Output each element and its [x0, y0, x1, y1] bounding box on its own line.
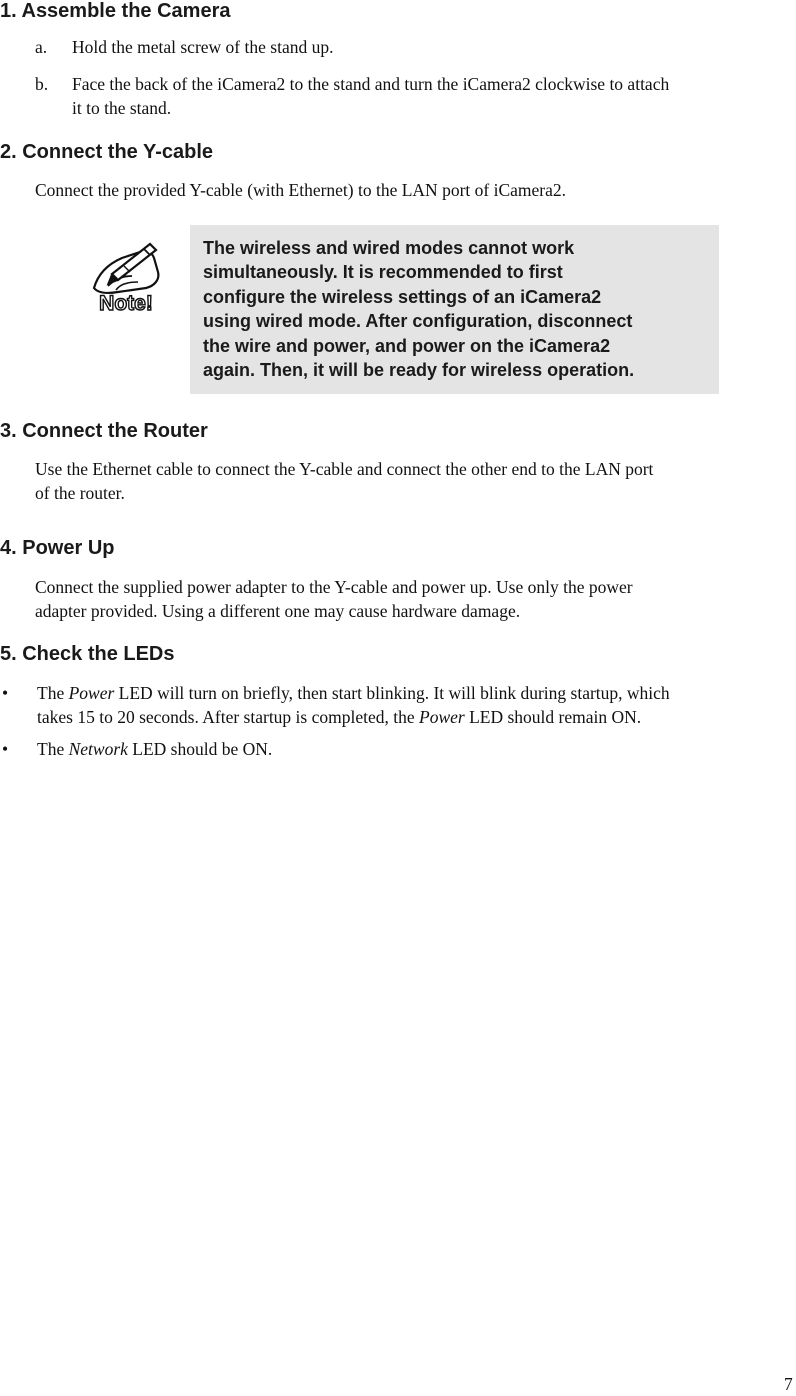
note-callout — [190, 225, 719, 394]
bullet-marker: • — [2, 739, 9, 759]
bullet-marker: • — [2, 683, 9, 703]
note-line-3: configure the wireless settings of an iCamera2 — [203, 286, 602, 307]
note-line-1: The wireless and wired modes cannot work — [203, 238, 575, 258]
note-line-5: the wire and power, and power on the iCamera2 — [203, 335, 611, 356]
power-led-emphasis: Power — [68, 683, 115, 703]
section-heading-connect-y-cable: 2. Connect the Y-cable — [0, 141, 214, 163]
list-item-b-line1: Face the back of the iCamera2 to the stand and turn the iCamera2 clockwise to attach — [72, 74, 670, 94]
section-heading-power-up: 4. Power Up — [0, 537, 115, 559]
section-heading-assemble-camera: 1. Assemble the Camera — [0, 0, 231, 22]
bullet1-line2-post: LED should remain ON. — [464, 707, 642, 727]
bullet1-text-pre: The — [37, 683, 69, 703]
power-instruction-line2: adapter provided. Using a different one may cause hardware damage. — [35, 601, 521, 621]
bullet1-line2-pre: takes 15 to 20 seconds. After startup is completed, the — [37, 707, 420, 727]
network-led-bullet — [37, 737, 272, 761]
power-led-emphasis-2: Power — [419, 707, 465, 727]
note-line-2: simultaneously. It is recommended to first — [203, 262, 563, 283]
router-instruction-line1: Use the Ethernet cable to connect the Y-cable and connect the other end to the LAN port — [35, 459, 654, 479]
bullet2-text-post: LED should be ON. — [127, 739, 273, 759]
power-led-bullet-line2 — [37, 705, 641, 729]
note-line-4: using wired mode. After configuration, disconnect — [203, 311, 633, 332]
list-label-a: a. — [35, 37, 48, 57]
note-icon-label: Note! — [99, 292, 153, 315]
note-icon — [88, 236, 164, 316]
y-cable-instruction: Connect the provided Y-cable (with Ethernet) to the LAN port of iCamera2. — [35, 180, 566, 200]
list-item-a: Hold the metal screw of the stand up. — [72, 37, 334, 57]
section-heading-check-leds: 5. Check the LEDs — [0, 643, 175, 665]
note-line-6: again. Then, it will be ready for wireless operation. — [203, 360, 635, 381]
page-number: 7 — [784, 1374, 793, 1394]
bullet2-text-pre: The — [37, 739, 69, 759]
section-heading-connect-router: 3. Connect the Router — [0, 420, 208, 442]
list-label-b: b. — [35, 74, 49, 94]
list-item-b-line2: it to the stand. — [72, 98, 172, 118]
note-hand-pencil-icon — [88, 236, 164, 316]
router-instruction-line2: of the router. — [35, 483, 125, 503]
bullet1-text-post: LED will turn on briefly, then start blinking. It will blink during startup, which — [114, 683, 670, 703]
power-led-bullet-line1 — [37, 681, 670, 705]
network-led-emphasis: Network — [68, 739, 128, 759]
power-instruction-line1: Connect the supplied power adapter to the Y-cable and power up. Use only the power — [35, 577, 633, 597]
